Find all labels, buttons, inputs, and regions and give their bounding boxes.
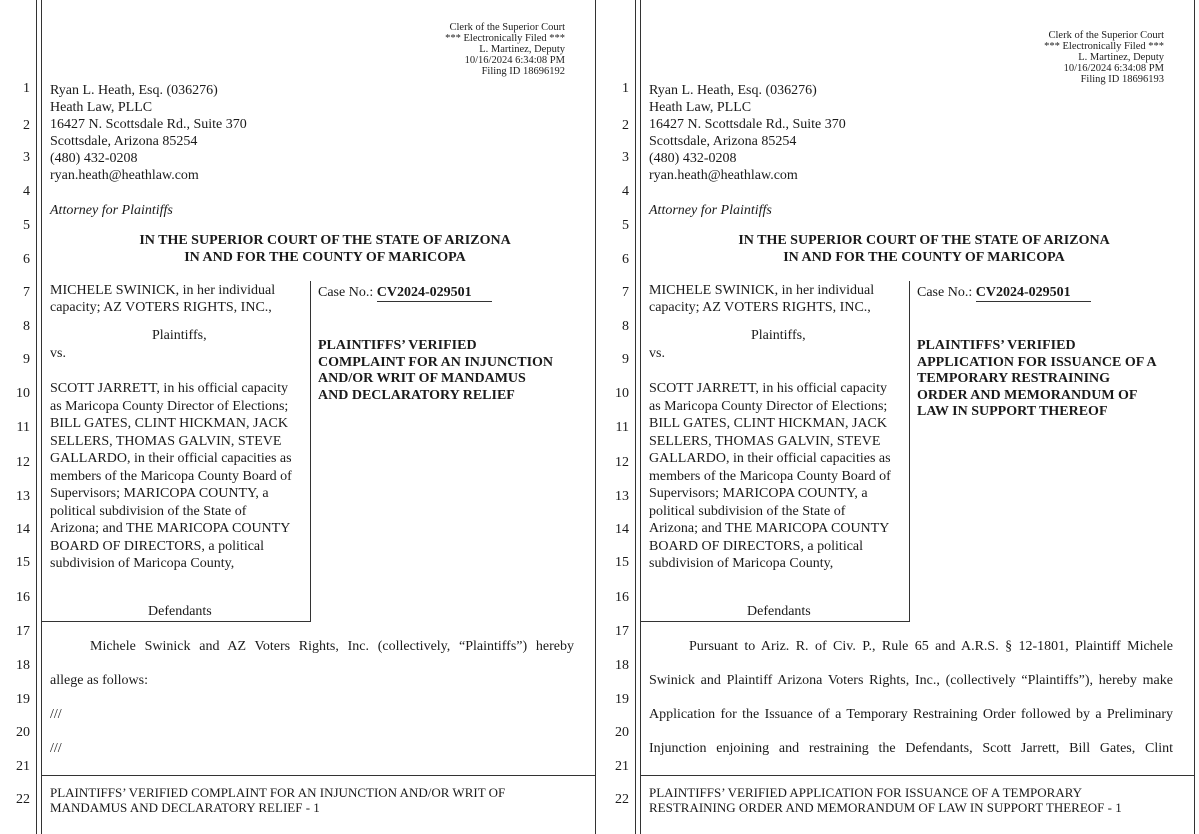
caption-bottom-rule (641, 621, 910, 622)
caption-defendants-line: SCOTT JARRETT, in his official capacity (50, 381, 288, 396)
caption-defendants-line: BILL GATES, CLINT HICKMAN, JACK (649, 416, 887, 431)
attorney-info-line: Heath Law, PLLC (649, 100, 752, 115)
line-number: 18 (16, 658, 30, 673)
line-number: 19 (16, 692, 30, 707)
caption-defendants-line: Supervisors; MARICOPA COUNTY, a (50, 486, 269, 501)
caption-defendants-line: political subdivision of the State of (50, 503, 247, 519)
caption-defendants-line: BOARD OF DIRECTORS, a political (50, 538, 265, 554)
caption-defendants-line: GALLARDO, in their official capacities as (649, 451, 891, 466)
body-text-line: Injunction enjoining and restraining the Defendants, Scott Jarrett, Bill Gates, Clint (649, 741, 1173, 756)
filing-stamp-line: L. Martinez, Deputy (1078, 52, 1164, 63)
filing-stamp-line: *** Electronically Filed *** (1044, 41, 1164, 52)
document-title-line: AND DECLARATORY RELIEF (318, 387, 515, 403)
caption-defendants-line: GALLARDO, in their official capacities as (50, 451, 292, 466)
line-number: 22 (16, 792, 30, 807)
body-text-line: Swinick and Plaintiff Arizona Voters Rights, Inc., (collectively “Plaintiffs”), hereby make (649, 673, 1173, 688)
caption-defendants-line: Supervisors; MARICOPA COUNTY, a (649, 486, 868, 501)
line-number: 21 (16, 759, 30, 774)
document-title-line: PLAINTIFFS’ VERIFIED (318, 338, 477, 353)
defendants-label: Defendants (747, 604, 811, 619)
line-number: 11 (16, 420, 30, 435)
line-number: 20 (16, 725, 30, 740)
margin-rule-left-inner (41, 0, 42, 834)
line-number: 16 (16, 590, 30, 605)
margin-rule-right (595, 0, 596, 834)
attorney-info-line: (480) 432-0208 (50, 151, 138, 166)
body-text-line: Application for the Issuance of a Temporary Restraining Order followed by a Preliminary (649, 707, 1173, 722)
line-number: 15 (16, 555, 30, 570)
caption-plaintiffs-line: MICHELE SWINICK, in her individual (649, 283, 875, 298)
filing-stamp (944, 30, 1164, 85)
caption-defendants-line: subdivision of Maricopa County, (50, 556, 235, 571)
case-number-label: Case No.: (318, 285, 374, 300)
line-number: 1 (23, 81, 30, 96)
attorney-for: Attorney for Plaintiffs (649, 203, 772, 218)
case-number-value: CV2024-029501 (377, 285, 492, 302)
footer-line: PLAINTIFFS’ VERIFIED APPLICATION FOR ISSUANCE OF A TEMPORARY (649, 785, 1083, 800)
line-number: 13 (615, 489, 629, 504)
line-number: 1 (622, 81, 629, 96)
case-number (917, 285, 1091, 302)
line-number: 18 (615, 658, 629, 673)
line-number: 10 (615, 386, 629, 401)
court-name-line: IN THE SUPERIOR COURT OF THE STATE OF ARIZONA (139, 233, 511, 248)
footer-line: PLAINTIFFS’ VERIFIED COMPLAINT FOR AN INJUNCTION AND/OR WRIT OF (50, 785, 506, 800)
caption-bottom-rule (42, 621, 311, 622)
filing-stamp-line: *** Electronically Filed *** (445, 33, 565, 44)
line-number: 17 (16, 624, 30, 639)
court-name-line: IN AND FOR THE COUNTY OF MARICOPA (184, 250, 466, 265)
case-number-value: CV2024-029501 (976, 285, 1091, 302)
pleading-page-tro-application (599, 0, 1199, 834)
line-number: 12 (615, 455, 629, 470)
filing-stamp-line: Clerk of the Superior Court (449, 22, 565, 33)
line-number: 9 (622, 352, 629, 367)
caption-defendants-line: Arizona; and THE MARICOPA COUNTY (50, 521, 291, 536)
case-number-label: Case No.: (917, 285, 973, 300)
attorney-info-line: 16427 N. Scottsdale Rd., Suite 370 (50, 117, 247, 132)
body-text-line: Pursuant to Ariz. R. of Civ. P., Rule 65 and A.R.S. § 12-1801, Plaintiff Michele (689, 639, 1173, 654)
attorney-info-line: Ryan L. Heath, Esq. (036276) (649, 83, 817, 98)
filing-stamp-line: Clerk of the Superior Court (1048, 30, 1164, 41)
body-text-line: allege as follows: (50, 673, 148, 688)
body-text-line: /// (50, 741, 62, 756)
caption-defendants-line: SELLERS, THOMAS GALVIN, STEVE (649, 433, 881, 449)
footer-line: RESTRAINING ORDER AND MEMORANDUM OF LAW IN SUPPORT THEREOF - 1 (649, 800, 1122, 815)
caption-plaintiffs-line: MICHELE SWINICK, in her individual (50, 283, 276, 298)
line-number: 5 (622, 218, 629, 233)
line-number: 16 (615, 590, 629, 605)
caption-defendants-line: SCOTT JARRETT, in his official capacity (649, 381, 887, 396)
caption-defendants-line: members of the Maricopa County Board of (649, 468, 891, 484)
line-number: 4 (23, 184, 30, 199)
case-number (318, 285, 492, 302)
filing-stamp-line: 10/16/2024 6:34:08 PM (464, 55, 565, 66)
caption-divider (310, 281, 311, 621)
line-number: 8 (23, 319, 30, 334)
caption-defendants-line: SELLERS, THOMAS GALVIN, STEVE (50, 433, 282, 449)
document-title-line: APPLICATION FOR ISSUANCE OF A (917, 354, 1157, 370)
caption-defendants-line: as Maricopa County Director of Elections; (649, 398, 888, 414)
filing-stamp-line: L. Martinez, Deputy (479, 44, 565, 55)
margin-rule-left (36, 0, 37, 834)
margin-rule-left (635, 0, 636, 834)
caption-defendants-line: BOARD OF DIRECTORS, a political (649, 538, 864, 554)
line-number: 3 (23, 150, 30, 165)
caption-defendants-line: political subdivision of the State of (649, 503, 846, 519)
attorney-info-line: Ryan L. Heath, Esq. (036276) (50, 83, 218, 98)
line-number: 8 (622, 319, 629, 334)
plaintiffs-label: Plaintiffs, (152, 328, 207, 343)
line-number: 7 (23, 285, 30, 300)
attorney-for: Attorney for Plaintiffs (50, 203, 173, 218)
filing-stamp-line: Filing ID 18696192 (481, 66, 565, 77)
line-number: 19 (615, 692, 629, 707)
line-number: 7 (622, 285, 629, 300)
attorney-info-line: 16427 N. Scottsdale Rd., Suite 370 (649, 117, 846, 132)
line-number: 13 (16, 489, 30, 504)
document-title-line: TEMPORARY RESTRAINING (917, 371, 1111, 386)
attorney-info-line: ryan.heath@heathlaw.com (649, 168, 798, 183)
line-number: 11 (615, 420, 629, 435)
caption-plaintiffs-line: capacity; AZ VOTERS RIGHTS, INC., (649, 300, 871, 315)
line-number: 15 (615, 555, 629, 570)
line-number: 3 (622, 150, 629, 165)
defendants-label: Defendants (148, 604, 212, 619)
document-title-line: COMPLAINT FOR AN INJUNCTION (318, 354, 554, 370)
court-name-line: IN AND FOR THE COUNTY OF MARICOPA (783, 250, 1065, 265)
line-number: 2 (622, 118, 629, 133)
caption-defendants-line: as Maricopa County Director of Elections; (50, 398, 289, 414)
caption-defendants-line: BILL GATES, CLINT HICKMAN, JACK (50, 416, 288, 431)
footer-line: MANDAMUS AND DECLARATORY RELIEF - 1 (50, 800, 320, 815)
document-title-line: ORDER AND MEMORANDUM OF (917, 387, 1138, 403)
body-text-line: /// (50, 707, 62, 722)
attorney-info-line: ryan.heath@heathlaw.com (50, 168, 199, 183)
attorney-info-line: Scottsdale, Arizona 85254 (50, 134, 198, 149)
line-number: 12 (16, 455, 30, 470)
document-title-line: LAW IN SUPPORT THEREOF (917, 404, 1108, 419)
line-number: 14 (615, 522, 629, 537)
document-title-line: AND/OR WRIT OF MANDAMUS (318, 371, 526, 386)
margin-rule-left-inner (640, 0, 641, 834)
versus-label: vs. (649, 346, 665, 361)
line-number: 6 (23, 252, 30, 267)
body-text-line: Michele Swinick and AZ Voters Rights, Inc. (collectively, “Plaintiffs”) hereby (90, 639, 574, 654)
line-number: 10 (16, 386, 30, 401)
line-number: 6 (622, 252, 629, 267)
line-number: 22 (615, 792, 629, 807)
filing-stamp-line: 10/16/2024 6:34:08 PM (1063, 63, 1164, 74)
line-number: 20 (615, 725, 629, 740)
footer-rule (641, 775, 1194, 776)
line-number: 17 (615, 624, 629, 639)
footer-rule (42, 775, 595, 776)
attorney-info-line: Scottsdale, Arizona 85254 (649, 134, 797, 149)
court-name-line: IN THE SUPERIOR COURT OF THE STATE OF ARIZONA (738, 233, 1110, 248)
attorney-info-line: (480) 432-0208 (649, 151, 737, 166)
plaintiffs-label: Plaintiffs, (751, 328, 806, 343)
caption-divider (909, 281, 910, 621)
line-number: 2 (23, 118, 30, 133)
line-number: 4 (622, 184, 629, 199)
filing-stamp (345, 22, 565, 77)
document-title-line: PLAINTIFFS’ VERIFIED (917, 338, 1076, 353)
line-number: 14 (16, 522, 30, 537)
caption-defendants-line: subdivision of Maricopa County, (649, 556, 834, 571)
line-number: 21 (615, 759, 629, 774)
versus-label: vs. (50, 346, 66, 361)
margin-rule-right (1194, 0, 1195, 834)
caption-defendants-line: members of the Maricopa County Board of (50, 468, 292, 484)
attorney-info-line: Heath Law, PLLC (50, 100, 153, 115)
caption-plaintiffs-line: capacity; AZ VOTERS RIGHTS, INC., (50, 300, 272, 315)
filing-stamp-line: Filing ID 18696193 (1080, 74, 1164, 85)
line-number: 9 (23, 352, 30, 367)
line-number: 5 (23, 218, 30, 233)
caption-defendants-line: Arizona; and THE MARICOPA COUNTY (649, 521, 890, 536)
